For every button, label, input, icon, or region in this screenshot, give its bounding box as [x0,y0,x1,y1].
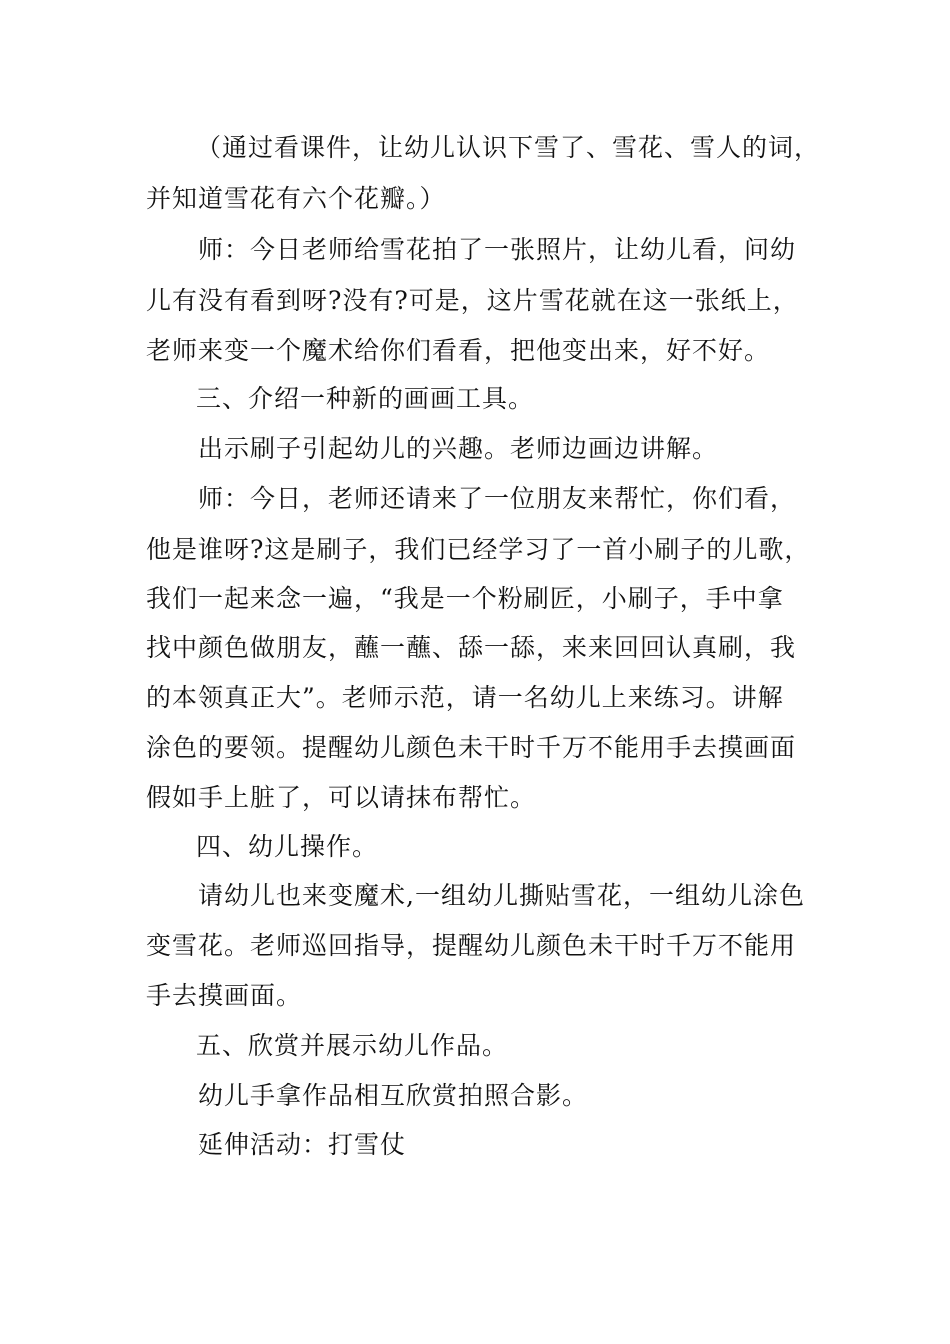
paragraph-line: 手去摸画面。 [146,981,303,1010]
paragraph-line: 变雪花。老师巡回指导，提醒幼儿颜色未干时千万不能用 [146,931,797,960]
paragraph-line: 他是谁呀?这是刷子，我们已经学习了一首小刷子的儿歌， [146,535,811,564]
section-heading: 五、欣赏并展示幼儿作品。 [196,1031,509,1060]
section-heading: 四、幼儿操作。 [196,832,379,861]
paragraph-line: 找中颜色做朋友，蘸一蘸、舔一舔，来来回回认真刷，我 [146,633,797,662]
paragraph-line: （通过看课件，让幼儿认识下雪了、雪花、雪人的词， [196,133,821,162]
paragraph-line: 师：今日老师给雪花拍了一张照片，让幼儿看，问幼 [198,235,797,264]
paragraph-line: 我们一起来念一遍，“我是一个粉刷匠，小刷子，手中拿 [146,584,784,613]
paragraph-line: 的本领真正大”。老师示范，请一名幼儿上来练习。讲解 [146,683,784,712]
paragraph-line: 涂色的要领。提醒幼儿颜色未干时千万不能用手去摸画面 [146,733,797,762]
paragraph-line: 老师来变一个魔术给你们看看，把他变出来，好不好。 [146,336,771,365]
paragraph-line: 儿有没有看到呀?没有?可是，这片雪花就在这一张纸上， [146,286,799,315]
paragraph-line: 幼儿手拿作品相互欣赏拍照合影。 [198,1081,589,1110]
paragraph-line: 延伸活动：打雪仗 [198,1130,407,1159]
paragraph-line: 师：今日，老师还请来了一位朋友来帮忙，你们看， [198,484,797,513]
paragraph-line: 请幼儿也来变魔术,一组幼儿撕贴雪花，一组幼儿涂色 [198,881,805,910]
paragraph-line: 假如手上脏了，可以请抹布帮忙。 [146,783,537,812]
paragraph-line: 出示刷子引起幼儿的兴趣。老师边画边讲解。 [198,434,719,463]
paragraph-line: 并知道雪花有六个花瓣。） [146,184,446,213]
section-heading: 三、介绍一种新的画画工具。 [196,384,535,413]
